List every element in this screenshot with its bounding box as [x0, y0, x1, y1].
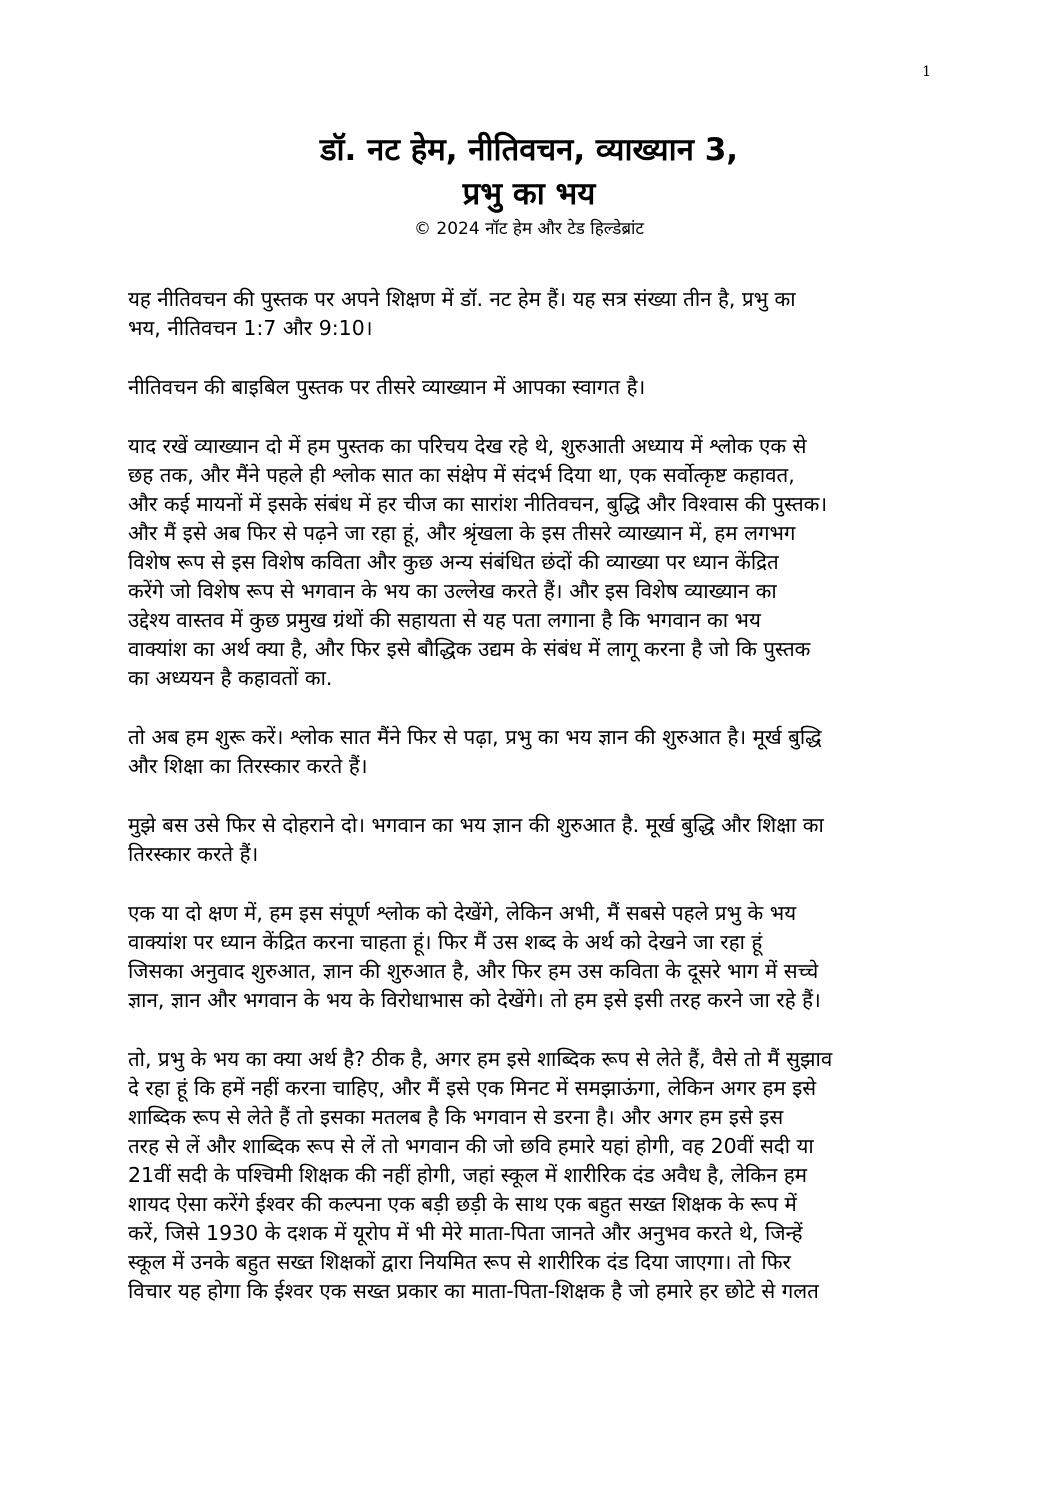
text-line: जिसका अनुवाद शुरुआत, ज्ञान की शुरुआत है, और फिर हम उस कविता के दूसरे भाग में सच्चे	[128, 959, 819, 983]
title-line-2: प्रभु का भय	[462, 176, 596, 212]
text-line: ज्ञान, ज्ञान और भगवान के भय के विरोधाभास को देखेंगे। तो हम इसे इसी तरह करने जा रहे हैं।	[128, 988, 821, 1012]
text-line: नीतिवचन की बाइबिल पुस्तक पर तीसरे व्याख्यान में आपका स्वागत है।	[128, 375, 646, 399]
text-line: स्कूल में उनके बहुत सख्त शिक्षकों द्वारा नियमित रूप से शारीरिक दंड दिया जाएगा। तो फिर	[128, 1250, 791, 1274]
text-line: करेंगे जो विशेष रूप से भगवान के भय का उल्लेख करते हैं। और इस विशेष व्याख्यान का	[128, 579, 777, 603]
text-line: भय, नीतिवचन 1:7 और 9:10।	[128, 316, 373, 340]
text-line: का अध्ययन है कहावतों का.	[128, 666, 333, 690]
text-line: शाब्दिक रूप से लेते हैं तो इसका मतलब है कि भगवान से डरना है। और अगर हम इसे इस	[128, 1105, 784, 1129]
paragraph-6	[128, 899, 938, 1015]
text-line: तिरस्कार करते हैं।	[128, 842, 259, 866]
text-line: और कई मायनों में इसके संबंध में हर चीज का सारांश नीतिवचन, बुद्धि और विश्वास की पुस्तक।	[128, 492, 828, 516]
text-line: करें, जिसे 1930 के दशक में यूरोप में भी मेरे माता-पिता जानते और अनुभव करते थे, जिन्हें	[128, 1221, 803, 1245]
title-block	[0, 128, 1058, 242]
text-line: वाक्यांश पर ध्यान केंद्रित करना चाहता हूं। फिर मैं उस शब्द के अर्थ को देखने जा रहा हूं	[128, 930, 763, 954]
text-line: और शिक्षा का तिरस्कार करते हैं।	[128, 754, 368, 778]
text-line: 21वीं सदी के पश्चिमी शिक्षक की नहीं होगी, जहां स्कूल में शारीरिक दंड अवैध है, लेकिन हम	[128, 1163, 808, 1187]
text-line: तो अब हम शुरू करें। श्लोक सात मैंने फिर से पढ़ा, प्रभु का भय ज्ञान की शुरुआत है। मूर्ख बुद्धि	[128, 725, 822, 749]
text-line: याद रखें व्याख्यान दो में हम पुस्तक का परिचय देख रहे थे, शुरुआती अध्याय में श्लोक एक से	[128, 434, 807, 458]
text-line: छह तक, और मैंने पहले ही श्लोक सात का संक्षेप में संदर्भ दिया था, एक सर्वोत्कृष्ट कहावत,	[128, 463, 795, 487]
text-line: तरह से लें और शाब्दिक रूप से लें तो भगवान की जो छवि हमारे यहां होगी, वह 20वीं सदी या	[128, 1134, 814, 1158]
text-line: दे रहा हूं कि हमें नहीं करना चाहिए, और मैं इसे एक मिनट में समझाऊंगा, लेकिन अगर हम इसे	[128, 1076, 817, 1100]
text-line: यह नीतिवचन की पुस्तक पर अपने शिक्षण में डॉ. नट हेम हैं। यह सत्र संख्या तीन है, प्रभु का	[128, 287, 796, 311]
title-line-1: डॉ. नट हेम, नीतिवचन, व्याख्यान 3,	[319, 132, 739, 168]
text-line: विशेष रूप से इस विशेष कविता और कुछ अन्य संबंधित छंदों की व्याख्या पर ध्यान केंद्रित	[128, 550, 779, 574]
text-line: वाक्यांश का अर्थ क्या है, और फिर इसे बौद्धिक उद्यम के संबंध में लागू करना है जो कि पुस्तक	[128, 637, 811, 661]
text-line: विचार यह होगा कि ईश्वर एक सख्त प्रकार का माता-पिता-शिक्षक है जो हमारे हर छोटे से गलत	[128, 1279, 819, 1303]
paragraph-5	[128, 811, 938, 869]
paragraph-7	[128, 1045, 938, 1306]
paragraph-4	[128, 723, 938, 781]
paragraph-3	[128, 432, 938, 693]
copyright-notice: © 2024 नॉट हेम और टेड हिल्डेब्रांट	[414, 219, 644, 239]
document-body	[128, 285, 938, 1336]
text-line: और मैं इसे अब फिर से पढ़ने जा रहा हूं, और श्रृंखला के इस तीसरे व्याख्यान में, हम लगभग	[128, 521, 796, 545]
paragraph-1	[128, 285, 938, 343]
text-line: उद्देश्य वास्तव में कुछ प्रमुख ग्रंथों की सहायता से यह पता लगाना है कि भगवान का भय	[128, 608, 761, 632]
text-line: शायद ऐसा करेंगे ईश्वर की कल्पना एक बड़ी छड़ी के साथ एक बहुत सख्त शिक्षक के रूप में	[128, 1192, 797, 1216]
text-line: मुझे बस उसे फिर से दोहराने दो। भगवान का भय ज्ञान की शुरुआत है. मूर्ख बुद्धि और शिक्षा का	[128, 813, 824, 837]
text-line: तो, प्रभु के भय का क्या अर्थ है? ठीक है, अगर हम इसे शाब्दिक रूप से लेते हैं, वैसे तो मैं सुझाव	[128, 1047, 833, 1071]
text-line: एक या दो क्षण में, हम इस संपूर्ण श्लोक को देखेंगे, लेकिन अभी, मैं सबसे पहले प्रभु के भय	[128, 901, 797, 925]
page-number: 1	[922, 64, 931, 80]
paragraph-2	[128, 373, 938, 402]
